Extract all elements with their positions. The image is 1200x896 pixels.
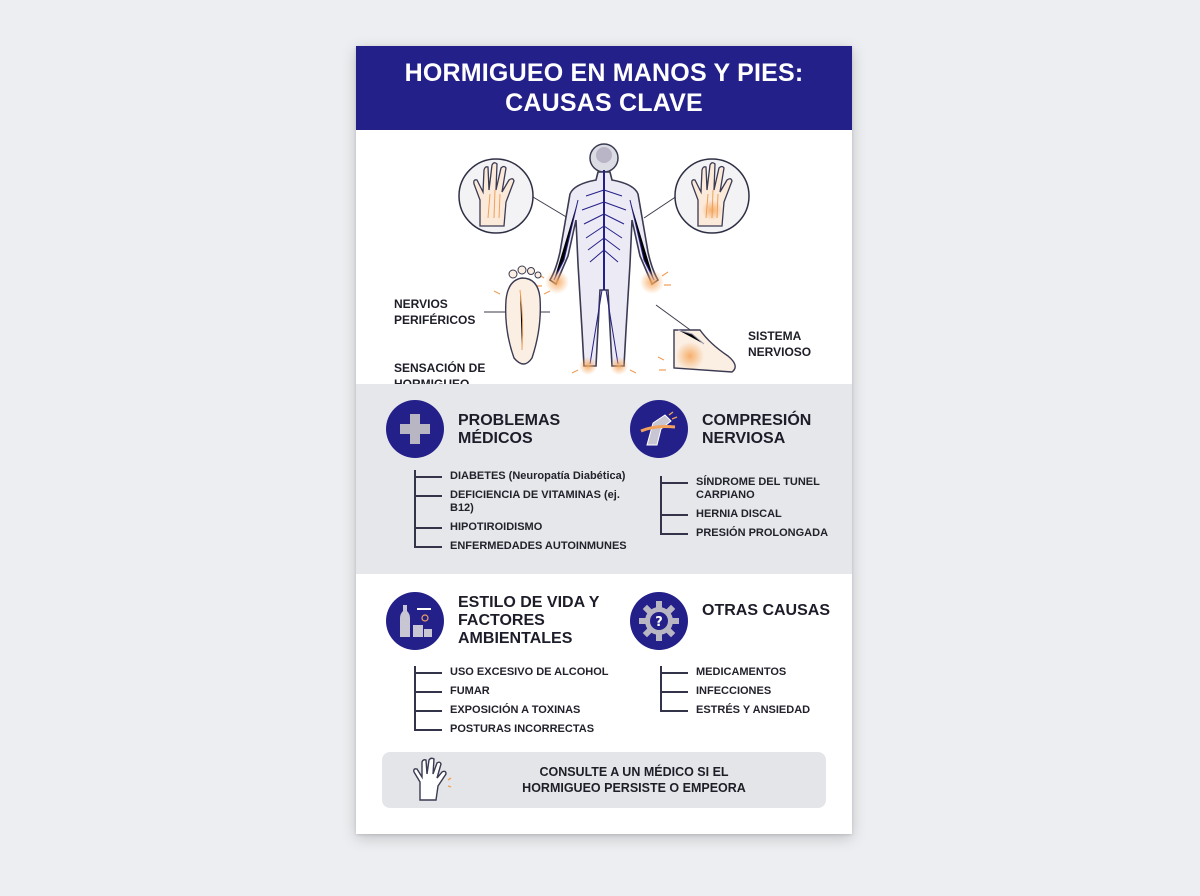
section-other-list bbox=[660, 666, 840, 723]
list-item: INFECCIONES bbox=[660, 685, 840, 698]
section-medical bbox=[386, 400, 627, 570]
section-lifestyle bbox=[386, 592, 616, 772]
poster-header bbox=[356, 46, 852, 130]
list-item: PRESIÓN PROLONGADA bbox=[660, 527, 840, 540]
section-compression-title: COMPRESIÓN NERVIOSA bbox=[702, 412, 812, 447]
hand-circle-left-icon bbox=[459, 159, 533, 233]
foot-side-icon bbox=[658, 330, 735, 372]
lifestyle-bottle-icon bbox=[386, 592, 444, 650]
gear-question-icon bbox=[630, 592, 688, 650]
consult-doctor-text bbox=[482, 764, 786, 796]
section-other-title: OTRAS CAUSAS bbox=[702, 602, 831, 619]
list-item: USO EXCESIVO DE ALCOHOL bbox=[414, 666, 634, 679]
section-compression bbox=[630, 400, 840, 570]
list-item: ESTRÉS Y ANSIEDAD bbox=[660, 704, 840, 717]
list-item: ENFERMEDADES AUTOINMUNES bbox=[414, 540, 634, 553]
nerve-compression-icon bbox=[630, 400, 688, 458]
consult-doctor-line1: CONSULTE A UN MÉDICO SI EL bbox=[539, 765, 729, 779]
hero-illustration bbox=[356, 130, 852, 384]
list-item: SÍNDROME DEL TUNEL CARPIANO bbox=[660, 476, 840, 502]
infographic-poster bbox=[356, 46, 852, 834]
poster-title-line2: CAUSAS CLAVE bbox=[505, 89, 703, 117]
list-item: EXPOSICIÓN A TOXINAS bbox=[414, 704, 634, 717]
section-medical-list bbox=[414, 470, 634, 559]
list-item: HERNIA DISCAL bbox=[660, 508, 840, 521]
section-medical-title: PROBLEMAS MÉDICOS bbox=[458, 412, 561, 447]
list-item: MEDICAMENTOS bbox=[660, 666, 840, 679]
section-compression-list bbox=[660, 476, 840, 546]
section-lifestyle-list bbox=[414, 666, 634, 742]
hand-circle-right-icon bbox=[675, 159, 749, 233]
list-item: DIABETES (Neuropatía Diabética) bbox=[414, 470, 634, 483]
human-figure-icon bbox=[535, 144, 671, 375]
foot-sole-icon bbox=[494, 266, 550, 364]
label-peripheral-nerves: NERVIOS PERIFÉRICOS bbox=[394, 297, 476, 327]
section-lifestyle-title: ESTILO DE VIDA Y FACTORES AMBIENTALES bbox=[458, 594, 600, 647]
consult-doctor-line2: HORMIGUEO PERSISTE O EMPEORA bbox=[522, 781, 746, 795]
tingling-hand-icon bbox=[404, 756, 452, 804]
list-item: DEFICIENCIA DE VITAMINAS (ej. B12) bbox=[414, 489, 634, 515]
label-tingling-sensation: SENSACIÓN DE bbox=[394, 361, 486, 375]
label-nervous-system: SISTEMA NERVIOSO bbox=[748, 329, 812, 359]
medical-cross-icon bbox=[386, 400, 444, 458]
list-item: POSTURAS INCORRECTAS bbox=[414, 723, 634, 736]
section-other bbox=[630, 592, 840, 772]
poster-title-line1: HORMIGUEO EN MANOS Y PIES: bbox=[404, 59, 804, 87]
consult-doctor-banner bbox=[382, 752, 826, 808]
list-item: FUMAR bbox=[414, 685, 634, 698]
list-item: HIPOTIROIDISMO bbox=[414, 521, 634, 534]
svg-text:?: ? bbox=[655, 615, 663, 630]
